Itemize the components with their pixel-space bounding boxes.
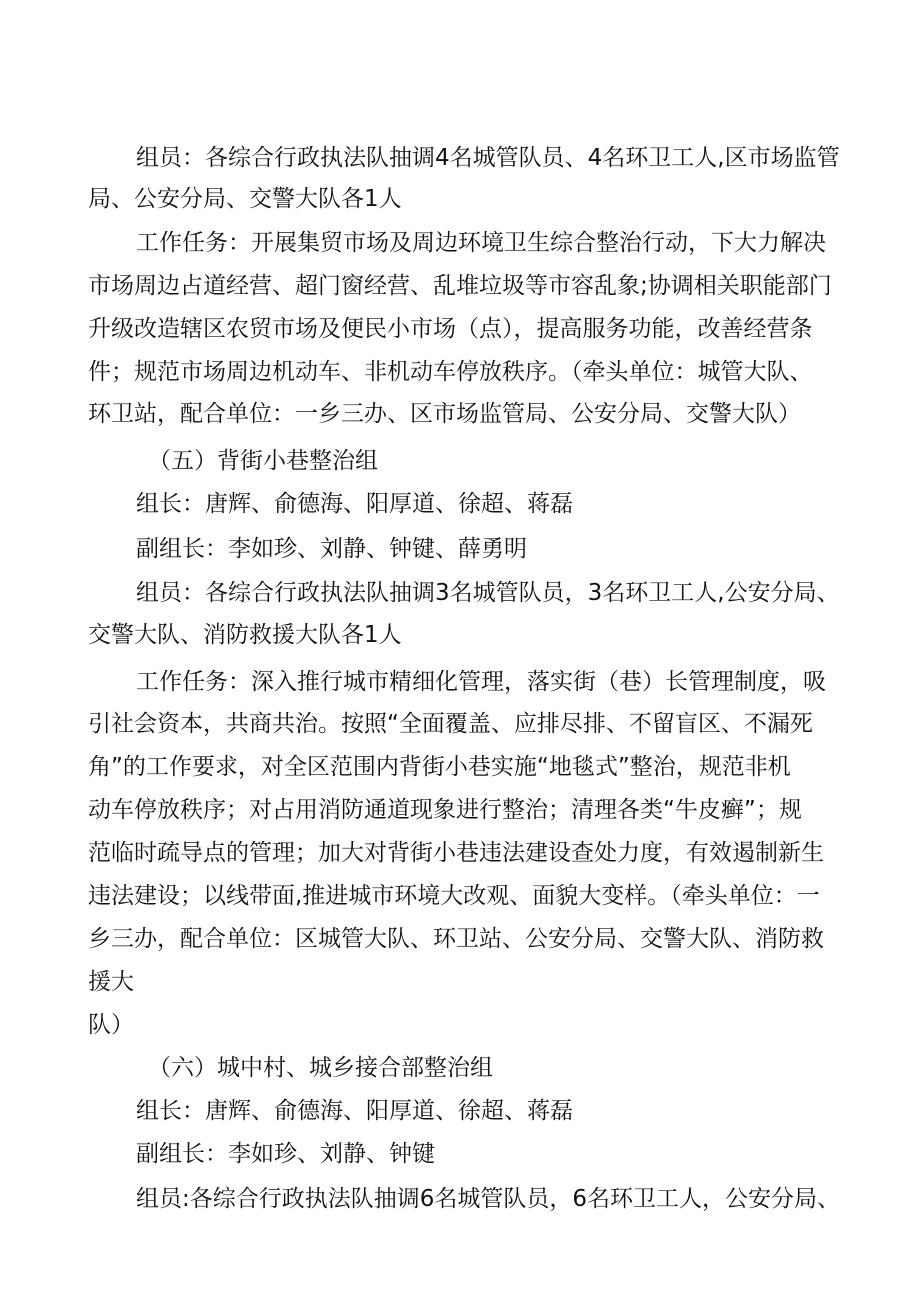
text-line-3: 工作任务：开展集贸市场及周边环境卫生综合整治行动，下大力解决 — [136, 230, 826, 256]
text-line-23: 组长：唐辉、俞德海、阳厚道、徐超、蒋磊 — [136, 1098, 573, 1124]
text-line-19: 乡三办，配合单位：区城管大队、环卫站、公安分局、交警大队、消防救 — [88, 926, 824, 952]
text-line-13: 工作任务：深入推行城市精细化管理，落实街（巷）长管理制度，吸 — [136, 669, 826, 695]
text-line-10: 副组长：李如珍、刘静、钟键、薛勇明 — [136, 536, 527, 562]
section-heading-6: （六）城中村、城乡接合部整治组 — [148, 1055, 493, 1081]
text-line-11: 组员：各综合行政执法队抽调3名城管队员，3名环卫工人,公安分局、 — [136, 580, 840, 606]
text-line-20: 援大 — [88, 969, 134, 995]
text-line-24: 副组长：李如珍、刘静、钟键 — [136, 1141, 435, 1167]
text-line-16: 动车停放秩序；对占用消防通道现象进行整治；清理各类“牛皮癣”；规 — [88, 797, 802, 823]
text-line-15: 角”的工作要求，对全区范围内背街小巷实施“地毯式”整治，规范非机 — [88, 754, 791, 780]
text-line-12: 交警大队、消防救援大队各1人 — [88, 622, 402, 648]
section-heading-5: （五）背街小巷整治组 — [148, 448, 378, 474]
text-line-21: 队） — [88, 1012, 134, 1038]
text-line-9: 组长：唐辉、俞德海、阳厚道、徐超、蒋磊 — [136, 491, 573, 517]
text-line-25: 组员:各综合行政执法队抽调6名城管队员，6名环卫工人，公安分局、 — [136, 1186, 841, 1212]
text-line-17: 范临时疏导点的管理；加大对背街小巷违法建设查处力度，有效遏制新生 — [88, 840, 824, 866]
text-line-5: 升级改造辖区农贸市场及便民小市场（点），提高服务功能，改善经营条 — [88, 316, 813, 342]
text-line-14: 引社会资本，共商共治。按照“全面覆盖、应排尽排、不留盲区、不漏死 — [88, 711, 813, 737]
text-line-2: 局、公安分局、交警大队各1人 — [88, 186, 402, 212]
text-line-1: 组员：各综合行政执法队抽调4名城管队员、4名环卫工人,区市场监管 — [136, 145, 840, 171]
text-line-6: 件；规范市场周边机动车、非机动车停放秩序。（牵头单位：城管大队、 — [88, 359, 813, 385]
text-line-7: 环卫站，配合单位：一乡三办、区市场监管局、公安分局、交警大队） — [88, 401, 801, 427]
text-line-4: 市场周边占道经营、超门窗经营、乱堆垃圾等市容乱象;协调相关职能部门 — [88, 273, 832, 299]
text-line-18: 违法建设；以线带面,推进城市环境大改观、面貌大变样。（牵头单位：一 — [88, 883, 820, 909]
